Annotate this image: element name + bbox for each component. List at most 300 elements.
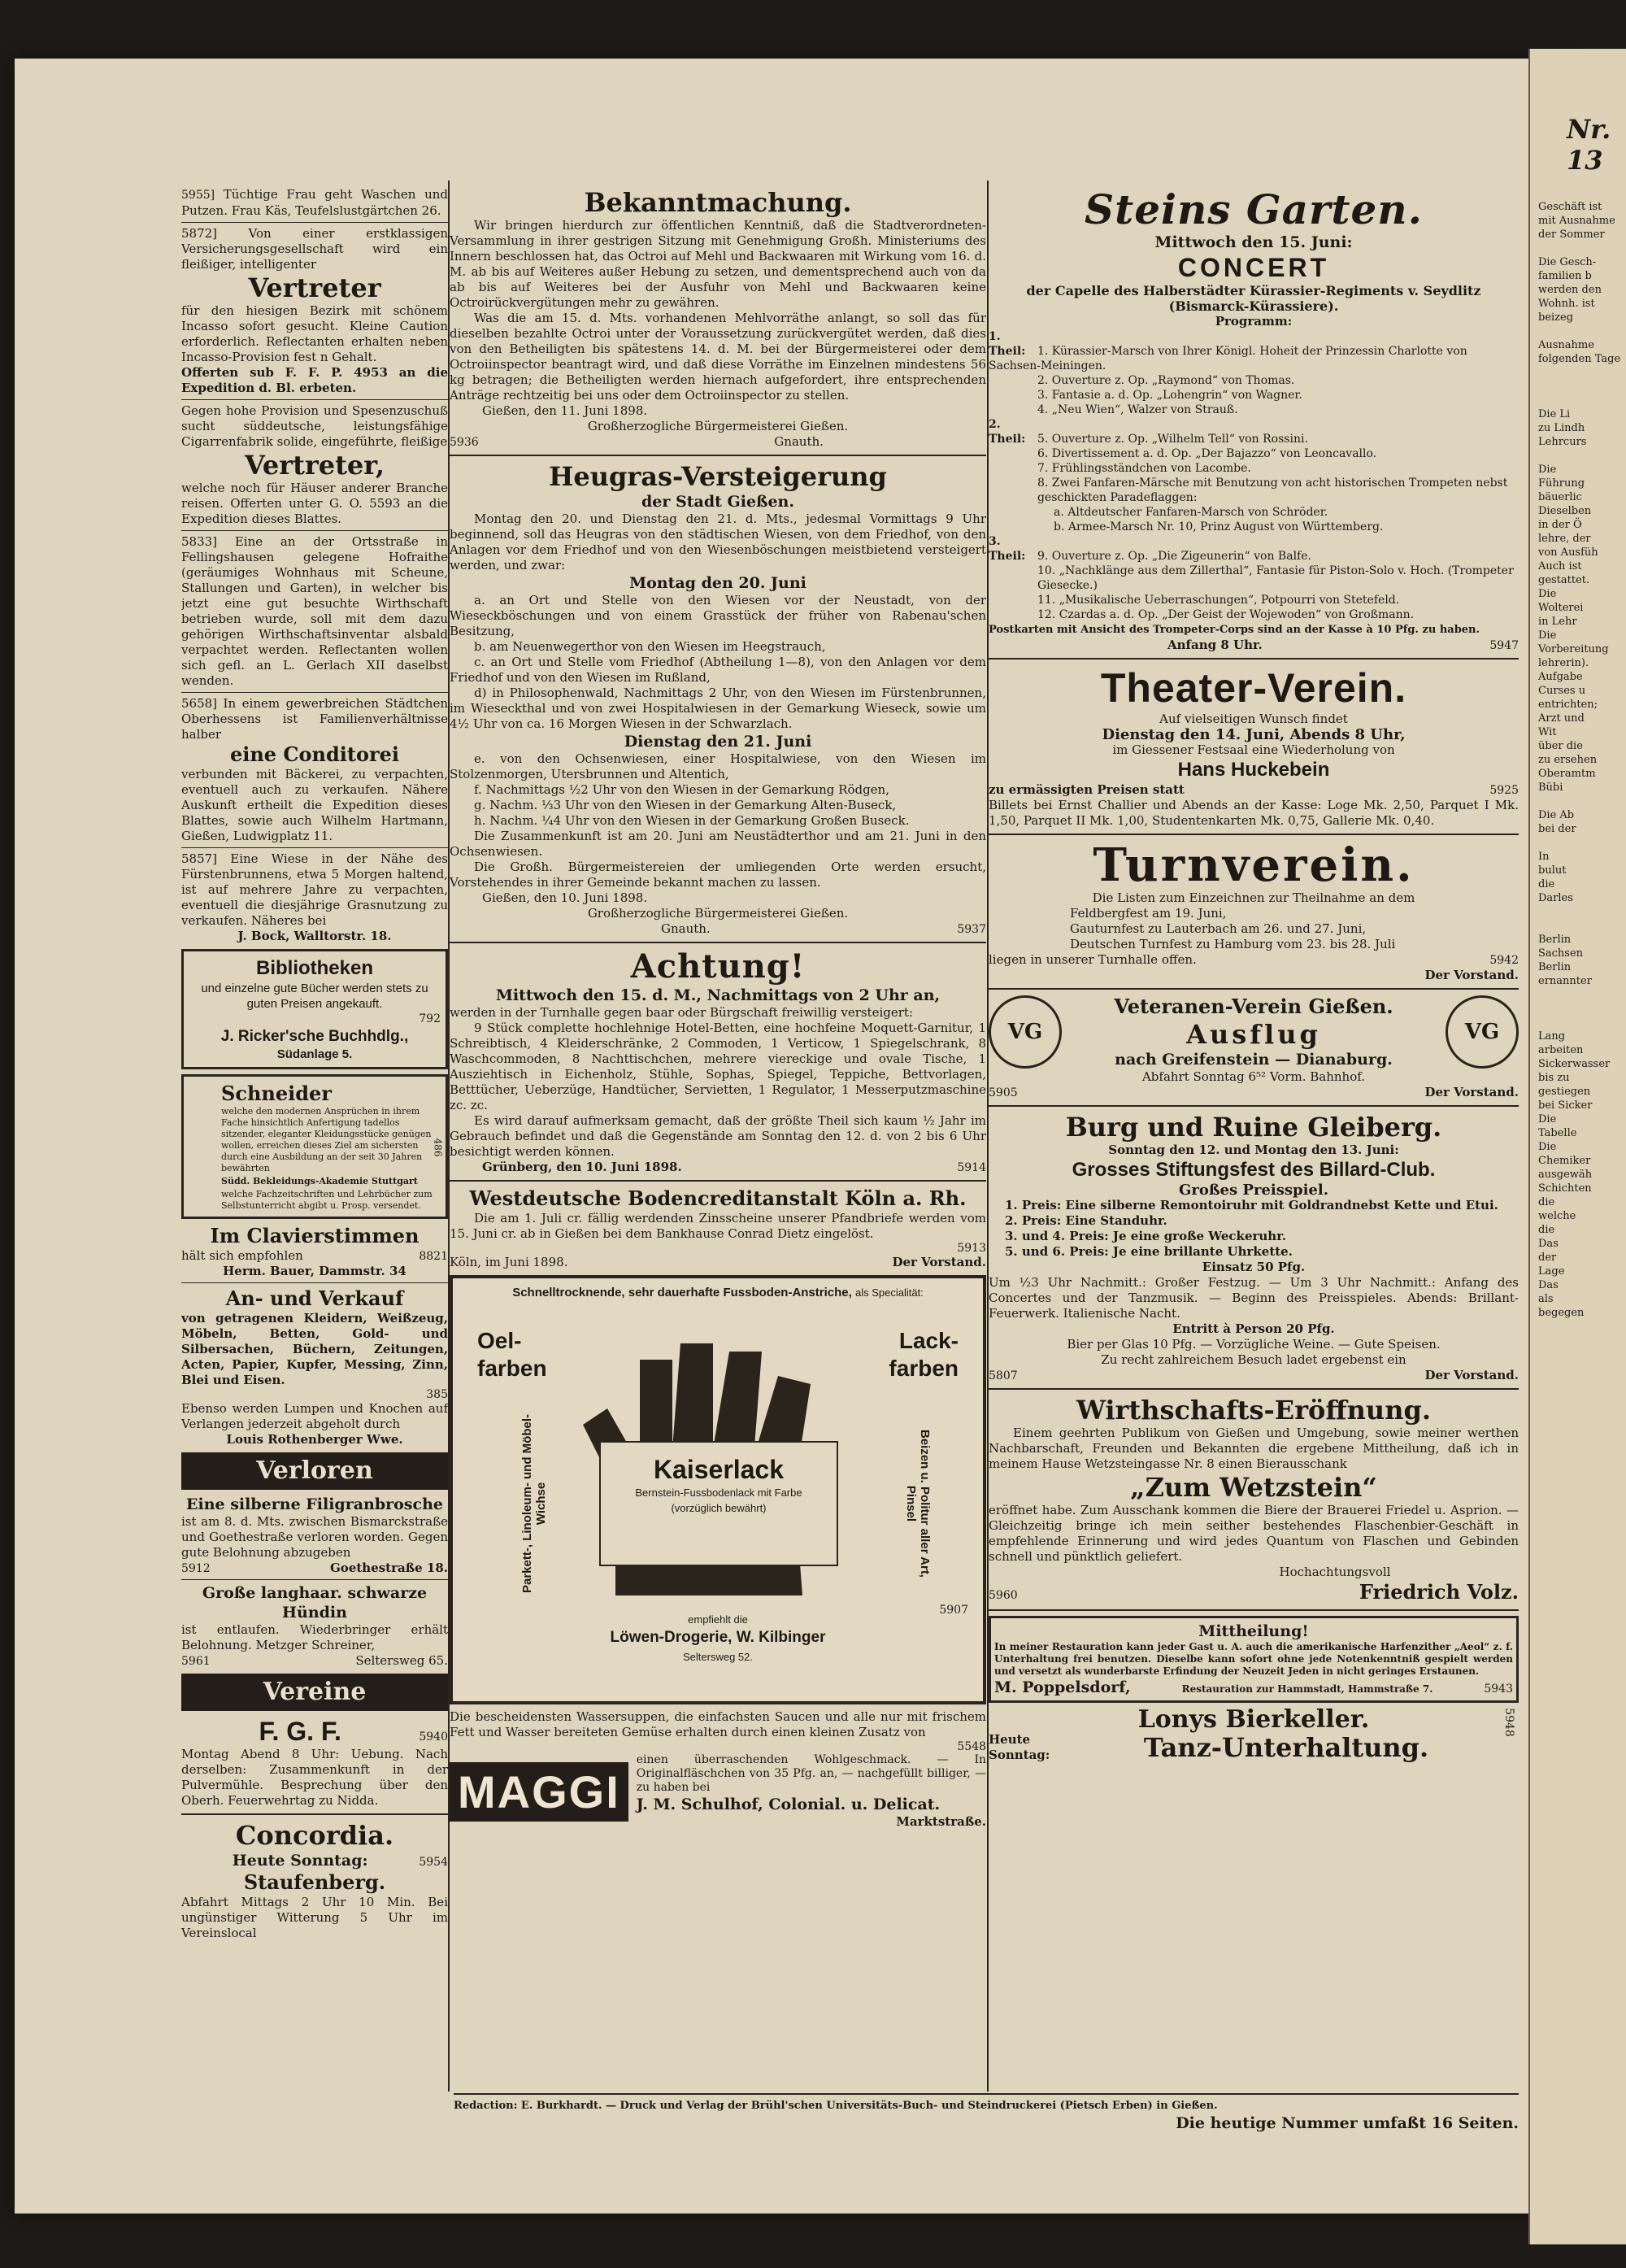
ad-number: 5961 [181,1655,211,1668]
ad-signature: Louis Rothenberger Wwe. [226,1432,403,1447]
notice-hay-auction [450,461,986,937]
ad-headline: Schneider [221,1082,332,1105]
ad-invite: Zu recht zahlreichem Besuch ladet ergebenst ein [1101,1352,1406,1367]
ad-center-box [599,1441,838,1566]
ad-headline: Steins Garten. [1084,187,1424,233]
ad-text: für den hiesigen Bezirk mit schönem Incasso sofort gesucht. Kleine Caution erforderlich. Reflectanten erhalten neben Incasso-Provision fest n Gehalt. [181,303,448,364]
ad-headline-suffix: als Specialität: [854,1286,924,1299]
ad-lead: Gegen hohe Provision und Spesenzuschuß sucht süddeutsche, leistungsfähige Cigarrenfabrik solide, eingeführte, fleißige [181,403,448,449]
ad-date: Köln, im Juni 1898. [450,1255,568,1269]
next-page-line: die [1538,878,1555,890]
next-page-line: Sachsen [1538,947,1584,960]
ad-lead: 5872] Von einer erstklassigen Versicherungsgesellschaft wird ein fleißiger, intelligenter [181,226,448,272]
ad-tail: Ebenso werden Lumpen und Knochen auf Verlangen jederzeit abgeholt durch [181,1401,448,1431]
program-item: 4. „Neu Wien“, Walzer von Strauß. [1037,403,1238,416]
club-emblem-icon: VG [989,995,1062,1069]
next-page-line: Die [1538,464,1557,476]
notice-subhead: der Stadt Gießen. [641,493,794,511]
ad-text: Abfahrt Sonntag 6⁵² Vorm. Bahnhof. [1141,1069,1366,1084]
ad-headline: Im Clavierstimmen [210,1224,420,1247]
ad-left-label: Oel-farben [477,1328,547,1381]
ad-text: welche noch für Häuser anderer Branche reisen. Offerten unter G. O. 5593 an die Expedition dieses Blattes. [181,481,448,526]
ad-fgf [181,1716,448,1809]
ad-buy-sell [181,1286,448,1447]
imprint [454,2093,1519,2133]
next-page-line: Ausnahme [1538,339,1594,351]
ad-number: 5955] [181,189,215,202]
next-page-line [1530,1016,1626,1030]
ad-firm: J. Ricker'sche Buchhdlg., [220,1028,409,1045]
ad-subhead: Mittwoch den 15. d. M., Nachmittags von 2 Uhr an, [495,986,941,1004]
program-part: 3. Theil: [989,535,1026,563]
next-page-line [1530,919,1626,933]
next-page-line: Führung [1538,477,1585,490]
ad-number: 5948 [1502,1708,1516,1737]
ad-number: 5912 [181,1562,211,1575]
next-page-line: folgenden Tage [1538,353,1621,365]
program-item [989,417,1519,446]
page-count: Die heutige Nummer umfaßt 16 Seiten. [1176,2114,1519,2132]
ad-headline: An- und Verkauf [225,1286,404,1310]
next-page-line: Berlin [1538,934,1572,946]
list-item: h. Nachm. ¼4 Uhr von den Wiesen in der Gemarkung Großen Buseck. [474,813,910,828]
next-page-line: Das [1538,1279,1559,1291]
ad-signature: Der Vorstand. [892,1255,986,1269]
ad-play: Hans Huckebein [1177,759,1330,781]
notice-number: 5936 [450,436,479,449]
ad-theater-verein [989,664,1519,829]
next-page-line: Auch ist [1538,560,1582,572]
ad-firm: J. M. Schulhof, Colonial. u. Delicat. [636,1796,941,1813]
next-page-line: begegen [1538,1307,1585,1319]
next-page-line: Die Ab [1538,809,1575,821]
ad-headline: Eine silberne Filigranbrosche [186,1495,443,1513]
section-clubs: Vereine [181,1674,448,1711]
next-page-line: Schichten [1538,1182,1592,1195]
program-text: 9. Ouverture z. Op. „Die Zigeunerin“ von Balfe. [1037,550,1311,563]
program-item [989,534,1519,564]
ad-headline: Veteranen-Verein Gießen. [1114,995,1393,1018]
ad-steins-garten [989,187,1519,653]
next-page-line: ernannter [1538,975,1592,987]
next-page-line: Geschäft ist [1538,201,1602,213]
next-page-line: über die [1538,740,1583,752]
prize-item: 1. Preis: Eine silberne Remontoiruhr mit Goldrandnebst Kette und Etui. [1005,1198,1498,1212]
ad-turnverein [989,840,1519,983]
ad-text: Billets bei Ernst Challier und Abends an der Kasse: Loge Mk. 2,50, Parquet I Mk. 1,50, Parquet II Mk. 1,00, Studentenkarten Mk. 0,75, Gallerie Mk. 0,40. [989,798,1519,828]
program-item [989,329,1519,373]
ad-signature: J. Bock, Walltorstr. 18. [237,929,392,943]
notice-day: Montag den 20. Juni [629,574,806,592]
column-left [181,187,448,2090]
ad-lonys-bierkeller [989,1705,1519,1763]
ad-vertical-left: Parkett-, Linoleum- und Möbel-Wichse [520,1414,548,1593]
ad-prize-title: Großes Preisspiel. [1179,1182,1328,1199]
ad-text: einen überraschenden Wohlgeschmack. — In Originalfläschchen von 35 Pfg. an, — nachgefüllt billiger, — zu haben bei [636,1753,986,1794]
next-page-line [1530,366,1626,380]
ad-text: Deutschen Turnfest zu Hamburg vom 23. bis 28. Juli [1070,937,1396,951]
ad-text: Um ½3 Uhr Nachmitt.: Großer Festzug. — Um 3 Uhr Nachmitt.: Anfang des Concertes und der Tanzmusik. — Beginn des Preisspieles. Abends: Brillant-Feuerwerk. Italienische Nacht. [989,1275,1519,1321]
ad-headline [453,1285,983,1300]
next-page-line: Die [1538,629,1557,642]
program-item: 8. Zwei Fanfaren-Märsche mit Benutzung von acht historischen Trompeten nebst geschickten Paradeflaggen: [1037,477,1508,504]
next-page-line: in der Ö [1538,519,1582,531]
maggi-side [637,1753,986,1830]
list-item: e. von den Ochsenwiesen, einer Hospitalwiese, von den Wiesen im Stolzenmorgen, Utersbrunnen und Altentich, [450,751,986,781]
next-page-line: zu ersehen [1538,754,1598,766]
notice-number: 5937 [957,923,986,936]
ad-headline: Mittheilung! [1198,1622,1309,1640]
newspaper-page [15,59,1569,2214]
ad-signature: Der Vorstand. [1424,968,1519,982]
ad-address: Goethestraße 18. [330,1561,448,1575]
next-page-line: lehrerin). [1538,657,1589,669]
ad-text: ist entlaufen. Wiederbringer erhält Belohnung. Metzger Schreiner, [181,1622,448,1652]
ad-headline: Bibliotheken [255,957,373,979]
next-page-line: Dieselben [1538,505,1592,517]
ad-headline: Wirthschafts-Eröffnung. [1076,1395,1431,1426]
ad-tail: welche Fachzeitschriften und Lehrbücher zum Selbstunterricht abgibt u. Prosp. versendet. [221,1189,433,1211]
next-page-line: werden den [1538,284,1602,296]
next-page-line: Sickerwasser [1538,1058,1611,1070]
next-page-line: gestiegen [1538,1086,1591,1098]
next-page-line: bulut [1538,864,1567,877]
ad-subhead: Sonntag den 12. und Montag den 13. Juni: [1108,1143,1399,1157]
ad-headline: Große langhaar. schwarze Hündin [202,1584,428,1622]
notice-headline: Heugras-Versteigerung [549,461,887,492]
ad-concordia [181,1820,448,1941]
next-page-line: Die Gesch- [1538,256,1597,268]
ad-text: liegen in unserer Turnhalle offen. [989,952,1197,967]
ad-headline: Achtung! [630,947,806,986]
ad-text: Montag Abend 8 Uhr: Uebung. Nach derselben: Zusammenkunft in der Pulvermühle. Besprechung über den Oberh. Feuerwehrtag zu Nidda. [181,1747,448,1808]
next-page-line: Vorbereitung [1538,643,1609,655]
ad-firm: Löwen-Drogerie, W. Kilbinger [610,1629,826,1646]
program-part: 1. Theil: [989,330,1026,358]
next-page-line [1530,836,1626,850]
ad-text: 9 Stück complette hochlehnige Hotel-Betten, eine hochfeine Moquett-Garnitur, 1 Schreibtisch, 4 Kleiderschränke, 2 Commoden, 1 Verticow, 1 Spiegelschrank, 8 Waschcommoden, 8 Nachttischchen, mehrere viereckige und ovale Tische, 1 Ausziehtisch in Eichenholz, Stühle, Sophas, Spiegel, Teppiche, Bettvorlagen, Betttücher, Ueberzüge, Handtücher, Servietten, 1 Regulator, 1 Messerputzmaschine zc. zc. [450,1021,986,1112]
ad-beer: Bier per Glas 10 Pfg. — Vorzügliche Weine. — Gute Speisen. [1067,1337,1441,1352]
ad-veteranen-body [1068,995,1439,1069]
ad-text: im Giessener Festsaal eine Wiederholung von [1112,742,1395,757]
ad-text: Abfahrt Mittags 2 Uhr 10 Min. Bei ungünstiger Witterung 5 Uhr im Vereinslocal [181,1895,448,1940]
ad-number: 5960 [989,1589,1018,1602]
ad-text: Es wird darauf aufmerksam gemacht, daß der größte Theil sich kaum ½ Jahr im Gebrauch befindet und daß die Gegenstände am Sonntag den 12. d. von 2 bis 6 Uhr besichtigt werden können. [450,1113,986,1159]
next-page-line [1530,380,1626,394]
maggi-row [450,1753,986,1830]
next-page-line: in Lehr [1538,616,1577,628]
prize-item: 5. und 6. Preis: Je eine brillante Uhrkette. [1005,1244,1293,1259]
ad-headline: Vertreter [248,272,381,303]
column-middle [450,187,986,2090]
ad-text: In meiner Restauration kann jeder Gast u. A. auch die amerikanische Harfenzither „Aeol“ z. f. Unterhaltung frei benutzen. Dieselbe kann sofort ohne jede Notenkenntniß gespielt werden und versetzt als wunderbarste Erfindung der Neuzeit Jeden in nicht geringes Erstaunen. [994,1641,1513,1677]
notice-octroi [450,187,986,450]
ad-text: Auf vielseitigen Wunsch findet [1159,712,1348,726]
ad-mittheilung [989,1616,1519,1703]
ad-number: 385 [426,1388,448,1401]
next-page-line: gestattet. [1538,574,1590,586]
ad-maggi [450,1709,986,1830]
next-page-line: Aufgabe [1538,671,1583,683]
notice-day: Dienstag den 21. Juni [624,733,812,751]
next-page-line: Tabelle [1538,1127,1577,1139]
list-item: a. an Ort und Stelle von den Wiesen vor der Neustadt, von der Wieseckböschungen und von einem Grasstück der früher von Rabenau'schen Besitzung, [450,593,986,638]
next-page-line: die [1538,1224,1555,1236]
next-page-line: Arzt und [1538,712,1585,725]
ad-text: Die bescheidensten Wassersuppen, die einfachsten Saucen und alle nur mit frischem Fett und Wasser bereiteten Gemüse erhalten durch einen kleinen Zusatz von [450,1709,986,1739]
ad-offer: Offerten sub F. F. P. 4953 an die Expedition d. Bl. erbeten. [181,365,448,395]
program-item: a. Altdeutscher Fanfaren-Marsch von Schröder. [1054,506,1328,519]
next-page-line [1530,988,1626,1002]
ad-number: 486 [432,1138,444,1157]
ad-text: Gauturnfest zu Lauterbach am 26. und 27. Juni, [1070,921,1367,936]
list-item: g. Nachm. ⅓3 Uhr von den Wiesen in der Gemarkung Alten-Buseck, [474,798,897,812]
program-item: 7. Frühlingsständchen von Lacombe. [1037,462,1251,475]
program-item: 2. Ouverture z. Op. „Raymond“ von Thomas. [1037,374,1295,387]
ad-fee: Einsatz 50 Pfg. [1202,1260,1306,1274]
ad-kaiserlack [450,1275,986,1704]
ad-fest: Grosses Stiftungsfest des Billard-Club. [1072,1159,1436,1181]
program-text: 1. Kürassier-Marsch von Ihrer Königl. Hoheit der Prinzessin Charlotte von Sachsen-Meiningen. [989,345,1467,372]
list-item: c. an Ort und Stelle vom Friedhof (Abtheilung 1—8), von den Anlagen vor dem Friedhof und von den Wiesen im Rußland, [450,655,986,685]
ad-signature: Der Vorstand. [1424,1368,1519,1382]
next-page-title: Nr. 13 [1567,114,1611,176]
notice-signature: Großherzogliche Bürgermeisterei Gießen. [587,906,849,921]
ad-washerwoman [181,187,448,219]
ad-text: Dienstag den 14. Juni, Abends 8 Uhr, [1102,726,1406,743]
ad-veteranen-verein [989,995,1519,1069]
next-page-line: Die [1538,1113,1557,1125]
ad-bibliotheken [181,949,448,1069]
ad-text: und einzelne gute Bücher werden stets zu guten Preisen angekauft. [201,982,428,1011]
ad-inn-name: „Zum Wetzstein“ [1130,1472,1377,1503]
notice-signature: Großherzogliche Bürgermeisterei Gießen. [587,419,849,433]
next-page-line: mit Ausnahme [1538,215,1615,227]
next-page-line: lehre, der [1538,533,1591,545]
next-page-line [1530,1002,1626,1016]
ad-address: Seltersweg 65. [355,1653,448,1668]
prize-item: 2. Preis: Eine Standuhr. [1005,1213,1167,1228]
ad-brand: Kaiserlack [653,1455,785,1484]
program-item: 3. Fantasie a. d. Op. „Lohengrin“ von Wagner. [1037,389,1302,402]
ad-text: Feldbergfest am 19. Juni, [1070,906,1227,921]
next-page-line: Curses u [1538,685,1586,697]
program-part: 2. Theil: [989,418,1026,446]
ad-band: der Capelle des Halberstädter Kürassier-Regiments v. Seydlitz (Bismarck-Kürassiere). [1026,283,1481,314]
ad-number: 792 [419,1012,441,1025]
ad-headline: Concordia. [235,1820,394,1851]
ad-place: Staufenberg. [243,1870,386,1894]
next-page-line: Darles [1538,892,1573,904]
next-page-line [1530,242,1626,255]
notice-headline: Bekanntmachung. [584,187,852,218]
next-page-line: Oberamtm [1538,768,1596,780]
ad-signature: Der Vorstand. [1424,1085,1519,1099]
ad-number: 5954 [419,1856,448,1869]
ad-headline-text: Schnelltrocknende, sehr dauerhafte Fussboden-Anstriche, [512,1286,852,1299]
next-page-line [1530,794,1626,808]
next-page-line: entrichten; [1538,699,1598,711]
ad-subhead: Heute Sonntag: [232,1852,368,1870]
ad-entry: Entritt à Person 20 Pfg. [1172,1321,1335,1336]
next-page-line: bis zu [1538,1072,1570,1084]
next-page-line [1530,905,1626,919]
next-page-line: Die Li [1538,408,1571,420]
notice-date: Gießen, den 11. Juni 1898. [482,403,648,418]
notice-text: Montag den 20. und Dienstag den 21. d. Mts., jedesmal Vormittags 9 Uhr beginnend, soll das Heugras von den städtischen Wiesen, von dem Friedhof, von den Anlagen vor dem Friedhof und von den Wiesenböschungen meistbietend versteigert werden, und zwar: [450,511,986,572]
maggi-logo: MAGGI [450,1762,628,1822]
notice-date: Gießen, den 10. Juni 1898. [482,890,648,905]
ad-text: von getragenen Kleidern, Weißzeug, Möbeln, Betten, Gold- und Silbersachen, Büchern, Zeitungen, Acten, Papier, Kupfer, Messing, Zinn, Blei und Eisen. [181,1311,448,1387]
ad-number: 5907 [939,1604,968,1617]
program-item: 10. „Nachklänge aus dem Zillerthal“, Fantasie für Piston-Solo v. Hoch. (Trompeter Giesecke.) [1037,564,1514,592]
ad-vertical-right: Beizen u. Politur aller Art, Pinsel [904,1430,932,1578]
ad-lead: 5658] In einem gewerbreichen Städtchen Oberhessens ist Familienverhältnisse halber [181,696,448,742]
ad-text: Die Listen zum Einzeichnen zur Theilnahme an dem [1092,890,1415,905]
next-page-line: bei Sicker [1538,1099,1593,1112]
ad-subhead: Mittwoch den 15. Juni: [1154,233,1353,251]
ad-address: Restauration zur Hammstadt, Hammstraße 7. [1181,1683,1433,1695]
prize-item: 3. und 4. Preis: Je eine große Weckeruhr. [1005,1229,1286,1243]
ad-headline: Theater-Verein. [1100,665,1407,711]
ad-address: Südanlage 5. [276,1047,353,1061]
ad-text: werden in der Turnhalle gegen baar oder Bürgschaft freiwillig versteigert: [450,1005,913,1020]
ad-gleiberg [989,1112,1519,1383]
next-page-line: Wit [1538,726,1557,738]
ad-number: 5807 [989,1369,1018,1382]
section-lost: Verloren [181,1452,448,1490]
next-page-line: arbeiten [1538,1044,1584,1056]
next-page-line: von Ausfüh [1538,546,1598,559]
ad-headline: eine Conditorei [229,742,400,766]
ad-when: Heute Sonntag: [989,1732,1050,1762]
list-item: d) in Philosophenwald, Nachmittags 2 Uhr, von den Wiesen im Fürstenbrunnen, im Wieseckthal und von zwei Hospitalwiesen in der Gemarkung Wieseck, sowie um 4½ Uhr von ca. 16 Morgen Wiesen in der Schwarzlach. [450,686,986,731]
next-page-line: ausgewäh [1538,1169,1593,1181]
next-page-edge [1528,49,1626,2244]
next-page-line: Bübi [1538,781,1563,794]
ad-veteranen-footer [989,1085,1519,1100]
next-page-line: der [1538,1252,1557,1264]
ad-program-title: Programm: [1215,314,1293,329]
next-page-line: Chemiker [1538,1155,1591,1167]
notice-name: Gnauth. [661,921,711,936]
program-item: 12. Czardas a. d. Op. „Der Geist der Wojewoden“ von Großmann. [1037,608,1415,621]
ad-address: Marktstraße. [896,1814,986,1829]
next-page-line: der Sommer [1538,229,1605,241]
ad-wirthschaft [989,1395,1519,1604]
next-page-line [1530,324,1626,338]
ad-headline: Turnverein. [1093,838,1415,892]
ad-signature: Friedrich Volz. [1359,1580,1519,1604]
ad-cigar-agent [181,403,448,527]
ad-concert: CONCERT [1177,253,1330,282]
ad-text: verbunden mit Bäckerei, zu verpachten, eventuell auch zu verkaufen. Nähere Auskunft ertheilt die Expedition dieses Blattes, sowie auch Wilhelm Hartmann, Gießen, Ludwigplatz 11. [181,767,448,843]
next-page-line: zu Lindh [1538,422,1585,434]
ad-headline: F. G. F. [259,1717,341,1746]
next-page-line: Lage [1538,1265,1565,1278]
club-emblem-icon: VG [1446,995,1519,1069]
ad-schneider [181,1074,448,1219]
ad-date: Grünberg, den 10. Juni 1898. [482,1160,682,1174]
program-item: 6. Divertissement a. d. Op. „Der Bajazzo“ von Leoncavallo. [1037,447,1377,460]
notice-text: Was die am 15. d. Mts. vorhandenen Mehlvorräthe anlangt, so soll das für dieselben bezahlte Octroi unter der Voraussetzung zurückvergütet werden, daß dies von den Betheiligten bis spätestens 14. d. M. bei der Bürgermeisterei oder dem Octroiinspector beantragt wird, und daß diese Vorräthe im Einzelnen mindestens 56 kg betragen; die Betheiligten werden hiernach aufgefordert, ihre entsprechenden Anträge rechtzeitig bei uns oder dem Octroiinspector zu stellen. [450,311,986,403]
notice-name: Gnauth. [774,434,824,449]
ad-number: 5943 [1484,1682,1513,1696]
column-right [989,187,1519,2090]
next-page-line: Berlin [1538,961,1572,973]
ad-number: 5913 [957,1242,986,1255]
ad-conditorei [181,696,448,844]
ad-headline: Lonys Bierkeller. [1137,1705,1370,1734]
next-page-line: Lehrcurs [1538,436,1587,448]
ad-number: 5914 [957,1161,986,1174]
next-page-line: bäuerlic [1538,491,1582,503]
ad-text: Tüchtige Frau geht Waschen und Putzen. Frau Käs, Teufelslustgärtchen 26. [181,187,448,218]
ad-recommend: empfiehlt die [688,1613,748,1626]
ad-text: ist am 8. d. Mts. zwischen Bismarckstraße und Goethestraße verloren worden. Gegen gute Belohnung abzugeben [181,1514,448,1560]
ad-number: 5942 [1489,954,1519,967]
program-text: 5. Ouverture z. Op. „Wilhelm Tell“ von Rossini. [1037,433,1308,446]
ad-number: 5905 [989,1086,1018,1099]
next-page-line: Lang [1538,1030,1566,1043]
next-page-line: bei der [1538,823,1576,835]
imprint-text: Redaction: E. Burkhardt. — Druck und Verlag der Brühl'schen Universitäts-Buch- und Steindruckerei (Pietsch Erben) in Gießen. [454,2100,1218,2112]
next-page-line: beizeg [1538,311,1574,324]
next-page-line: Das [1538,1238,1559,1250]
list-item: f. Nachmittags ½2 Uhr von den Wiesen in der Gemarkung Rödgen, [474,782,889,797]
next-page-line: Wolterei [1538,602,1584,614]
next-page-text [1530,200,1626,1320]
ad-regards: Hochachtungsvoll [1279,1565,1391,1579]
next-page-line: Die [1538,1141,1557,1153]
ad-number: 8821 [419,1250,448,1263]
ad-firm: Südd. Bekleidungs-Akademie Stuttgart [221,1176,418,1186]
ad-note: Postkarten mit Ansicht des Trompeter-Corps sind an der Kasse à 10 Pfg. zu haben. [989,624,1480,636]
ad-signature: Herm. Bauer, Dammstr. 34 [223,1264,406,1278]
ad-right-label: Lack-farben [889,1328,959,1381]
ad-text: zu ermässigten Preisen statt [989,782,1185,797]
ad-subhead: Ausflug [1186,1019,1321,1050]
ad-meadow [181,851,448,944]
ad-text: 5857] Eine Wiese in der Nähe des Fürstenbrunnens, etwa 5 Morgen haltend, ist auf mehrere Jahre zu verpachten, eventuell die diesjährige Grasnutzung zu verkaufen. Näheres bei [181,851,448,928]
ad-address: Seltersweg 52. [683,1651,753,1663]
ad-text: eröffnet habe. Zum Ausschank kommen die Biere der Brauerei Friedel u. Asprion. — Gleichzeitig bringe ich mein seither bestehendes Flaschenbier-Geschäft in empfehlende Erinnerung und wird jedes Quantum von Flaschen und Gebinden schnell und pünktlich geliefert. [989,1503,1519,1564]
ad-text: 5833] Eine an der Ortsstraße in Fellingshausen gelegene Hofraithe (geräumiges Wohnhaus mit Scheune, Stallungen und Garten), in welcher bis jetzt eine gut besuchte Wirthschaft betrieben wurde, soll mit dem dazu gehörigen Wirthschaftsinventar alsbald verpachtet werden. Reflectanten wollen sich gefl. an L. Gerlach XII daselbst wenden. [181,534,448,688]
ad-dog [181,1583,448,1669]
program-item: b. Armee-Marsch Nr. 10, Prinz August von Württemberg. [1054,520,1384,533]
ad-hofraithe [181,534,448,689]
ad-piano-tuning [181,1224,448,1279]
ad-furniture-auction [450,948,986,1175]
next-page-line: Die [1538,588,1557,600]
ad-text: hält sich empfohlen [181,1248,303,1263]
ad-number: 5940 [419,1730,448,1743]
ad-destination: nach Greifenstein — Dianaburg. [1115,1051,1393,1069]
notice-text: Die Zusammenkunft ist am 20. Juni am Neustädterthor und am 21. Juni in den Ochsenwiesen. [450,829,986,859]
notice-text: Wir bringen hierdurch zur öffentlichen Kenntniß, daß die Stadtverordneten-Versammlung in ihrer gestrigen Sitzung mit Genehmigung Großh. Ministeriums des Innern beschlossen hat, das Octroi auf Mehl und Backwaaren mit Wirkung vom 16. d. M. ab bis auf Weiteres außer Hebung zu setzen, und dementsprechend auch von da ab bis auf Weiteres bei der Ausfuhr von Mehl und Backwaaren keine Octroirückvergütungen mehr zu gewähren. [450,218,986,310]
ad-headline: Vertreter, [245,450,385,481]
ad-text: Einem geehrten Publikum von Gießen und Umgebung, sowie meiner werthen Nachbarschaft, Freunden und Bekannten die ergebene Mittheilung, daß ich in meinem Hause Wetzsteingasse Nr. 8 einen Bierausschank [989,1426,1519,1471]
program-list [989,329,1519,622]
ad-desc: (vorzüglich bewährt) [671,1502,767,1514]
ad-text: welche den modernen Ansprüchen in ihrem Fache hinsichtlich Anfertigung tadellos sitzender, eleganter Kleidungsstücke genügen wollen, erreichen dieses Ziel am sichersten durch eine Ausbildung an der seit 30 Jahren bewährten [221,1106,432,1173]
notice-text: Die Großh. Bürgermeistereien der umliegenden Orte werden ersucht, Vorstehendes in ihrer Gemeinde bekannt machen zu lassen. [450,860,986,890]
ad-text: Die am 1. Juli cr. fällig werdenden Zinsscheine unserer Pfandbriefe werden vom 15. Juni cr. ab in Gießen bei dem Bankhause Conrad Dietz eingelöst. [450,1211,986,1241]
ad-start: Anfang 8 Uhr. [1167,638,1263,652]
ad-number: 5925 [1489,784,1519,797]
ad-headline: Westdeutsche Bodencreditanstalt Köln a. Rh. [469,1186,967,1210]
ad-bodencredit [450,1186,986,1270]
